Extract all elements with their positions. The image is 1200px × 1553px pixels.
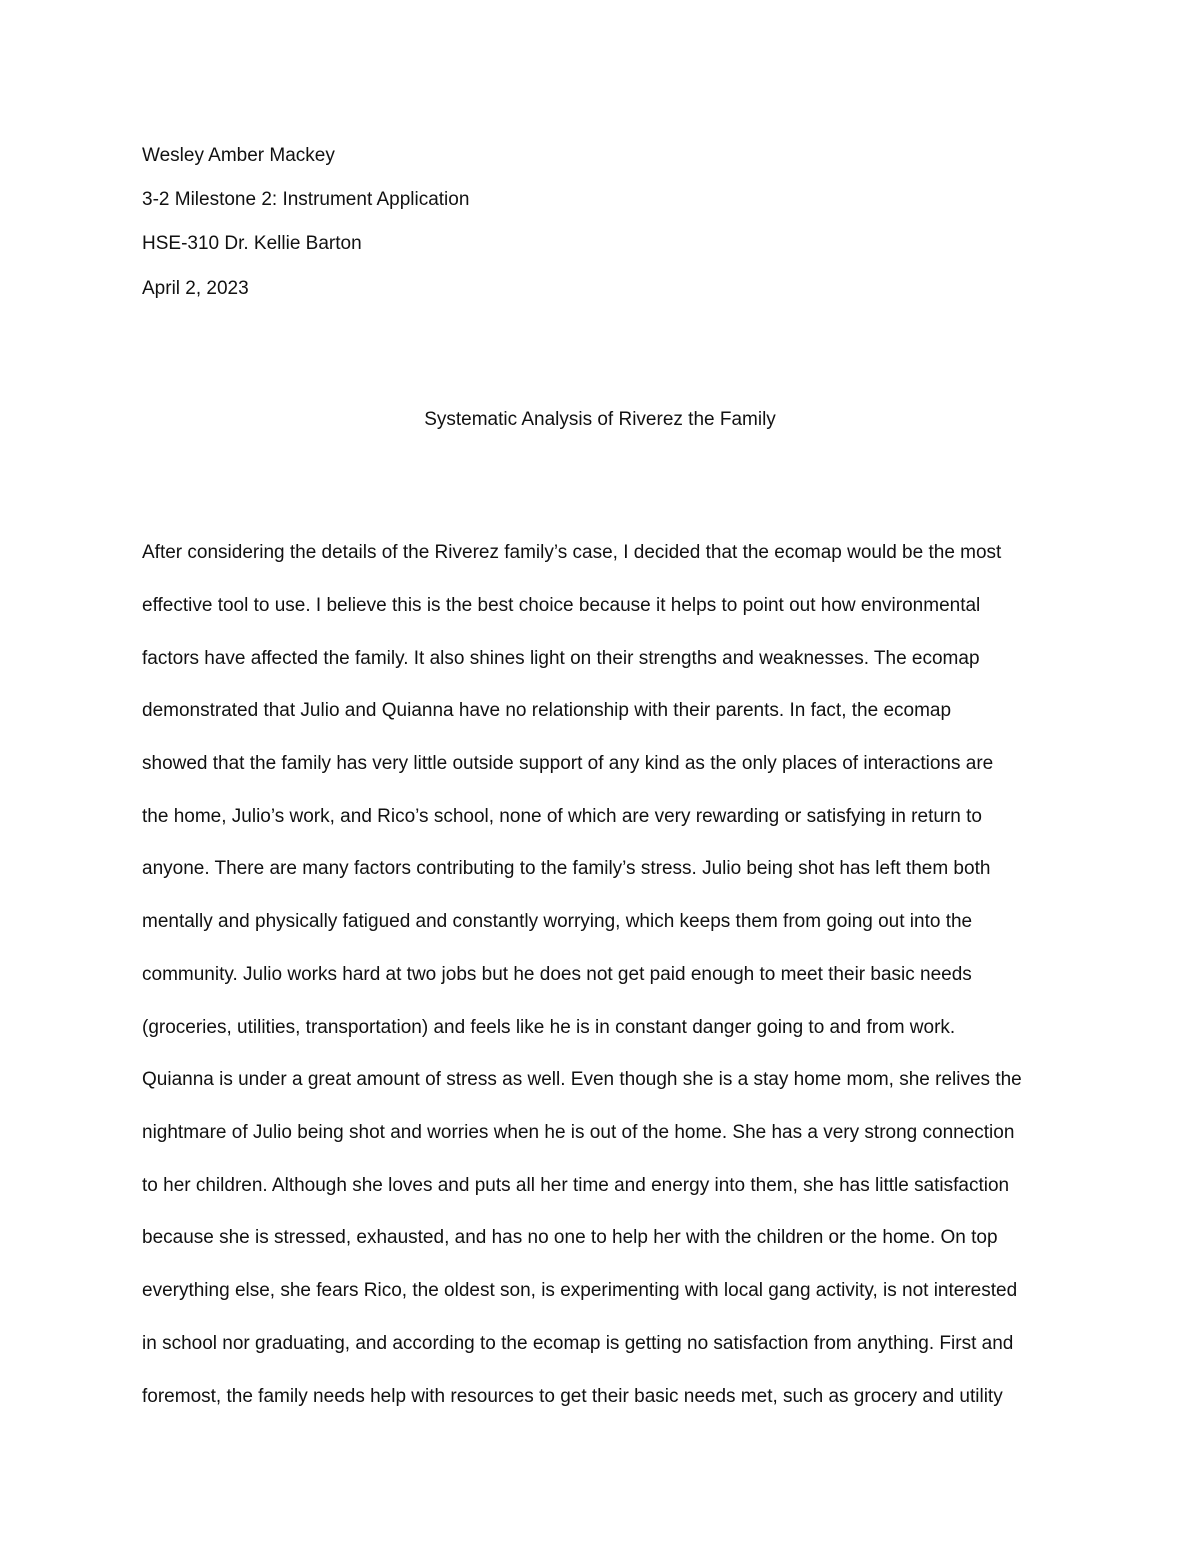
document-title: Systematic Analysis of Riverez the Family [424, 409, 776, 430]
body-line: Quianna is under a great amount of stress as well. Even though she is a stay home mom, she relives the [142, 1069, 1022, 1090]
body-line: (groceries, utilities, transportation) and feels like he is in constant danger going to and from work. [142, 1017, 956, 1038]
submission-date: April 2, 2023 [142, 278, 249, 299]
body-line: factors have affected the family. It also shines light on their strengths and weaknesses. The ecomap [142, 648, 980, 669]
body-line: demonstrated that Julio and Quianna have no relationship with their parents. In fact, the ecomap [142, 700, 952, 721]
body-line: showed that the family has very little outside support of any kind as the only places of interactions are [142, 753, 994, 774]
body-line: effective tool to use. I believe this is the best choice because it helps to point out how environmental [142, 595, 981, 616]
body-line: everything else, she fears Rico, the oldest son, is experimenting with local gang activity, is not interested [142, 1280, 1018, 1301]
assignment-title: 3-2 Milestone 2: Instrument Application [142, 189, 470, 210]
body-line: the home, Julio’s work, and Rico’s school, none of which are very rewarding or satisfying in return to [142, 806, 982, 827]
body-line: to her children. Although she loves and puts all her time and energy into them, she has little satisfaction [142, 1175, 1010, 1196]
body-line: mentally and physically fatigued and constantly worrying, which keeps them from going out into the [142, 911, 973, 932]
course-instructor: HSE-310 Dr. Kellie Barton [142, 233, 362, 254]
author-name: Wesley Amber Mackey [142, 145, 335, 166]
body-line: nightmare of Julio being shot and worries when he is out of the home. She has a very strong connection [142, 1122, 1015, 1143]
body-line: in school nor graduating, and according to the ecomap is getting no satisfaction from anything. First and [142, 1333, 1014, 1354]
body-line: foremost, the family needs help with resources to get their basic needs met, such as grocery and utility [142, 1386, 1003, 1407]
body-line: because she is stressed, exhausted, and has no one to help her with the children or the home. On top [142, 1227, 998, 1248]
body-line: After considering the details of the Riverez family’s case, I decided that the ecomap would be the most [142, 542, 1002, 563]
body-line: anyone. There are many factors contributing to the family’s stress. Julio being shot has left them both [142, 858, 991, 879]
body-line: community. Julio works hard at two jobs but he does not get paid enough to meet their basic needs [142, 964, 972, 985]
